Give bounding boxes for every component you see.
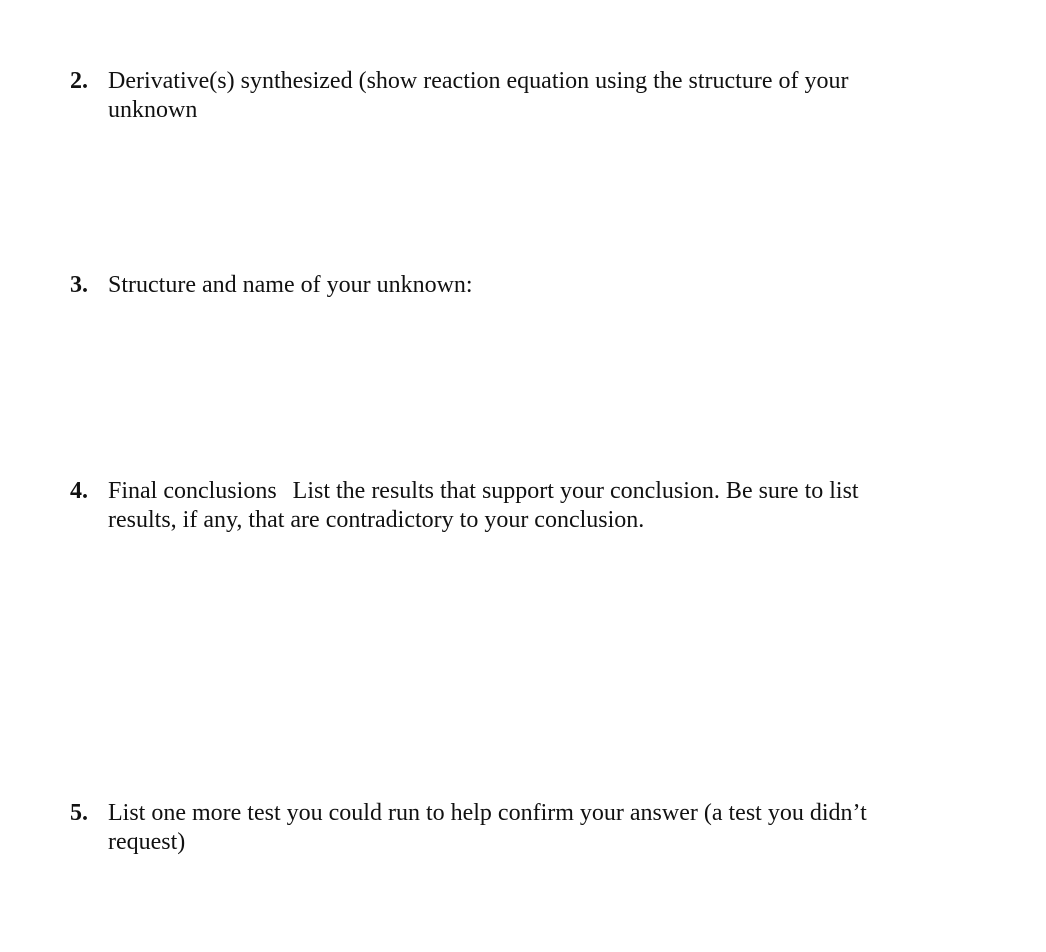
question-5 (70, 799, 930, 857)
question-number: 4. (70, 478, 88, 504)
question-text: List the results that support your conclusion. Be sure to list results, if any, that are contradictory to your conclusion. (108, 478, 859, 533)
question-text-block (108, 477, 930, 535)
question-3 (70, 271, 930, 300)
question-2 (70, 67, 930, 125)
question-4 (70, 477, 930, 535)
question-text: Derivative(s) synthesized (show reaction equation using the structure of your unknown (108, 68, 849, 123)
question-number: 5. (70, 800, 88, 826)
question-text: List one more test you could run to help confirm your answer (a test you didn’t request) (108, 800, 867, 855)
question-text: Structure and name of your unknown: (108, 272, 473, 298)
question-lead: Final conclusions (108, 478, 277, 504)
question-number: 2. (70, 68, 88, 94)
question-number: 3. (70, 272, 88, 298)
